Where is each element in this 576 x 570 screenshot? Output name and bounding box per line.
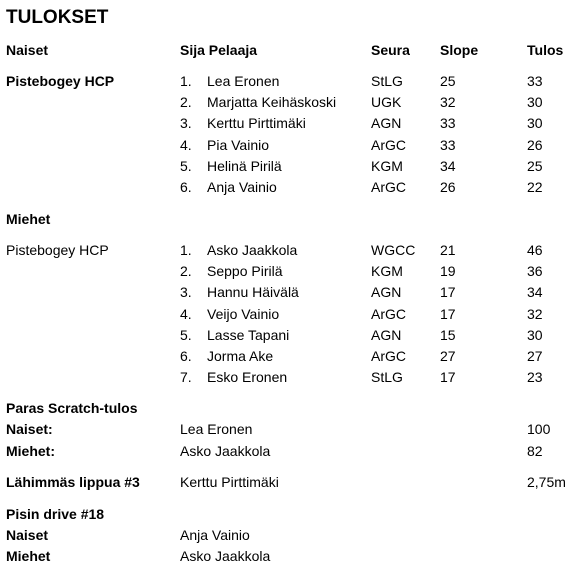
cell-slope: 17: [440, 305, 456, 322]
cell-slope: 15: [440, 326, 456, 343]
header-rank-player: Sija Pelaaja: [180, 42, 258, 58]
cell-result: 26: [527, 136, 543, 153]
cell-player: Jorma Ake: [207, 348, 274, 364]
cell-player: Hannu Häivälä: [207, 284, 299, 301]
closest-label: Lähimmäs lippua #3: [6, 474, 140, 490]
cell-result: 30: [527, 94, 543, 111]
cell-result: 23: [527, 369, 543, 386]
header-result: Tulos: [527, 42, 564, 58]
header-group: Naiset: [6, 42, 49, 58]
scratch-women-player: Lea Eronen: [180, 421, 253, 437]
cell-slope: 21: [440, 242, 456, 258]
page-title: TULOKSET: [6, 7, 109, 28]
cell-slope: 26: [440, 179, 456, 195]
men-category: Pistebogey HCP: [6, 242, 109, 258]
cell-result: 30: [527, 115, 543, 132]
cell-club: UGK: [371, 94, 402, 111]
cell-rank: 6.: [180, 348, 192, 364]
cell-player: Pia Vainio: [207, 136, 270, 153]
header-club: Seura: [371, 42, 410, 58]
cell-club: ArGC: [371, 305, 406, 322]
longest-heading: Pisin drive #18: [6, 506, 105, 522]
women-category: Pistebogey HCP: [6, 73, 115, 89]
cell-rank: 6.: [180, 179, 192, 195]
cell-player: Lea Eronen: [207, 73, 280, 89]
cell-rank: 3.: [180, 284, 192, 301]
cell-club: StLG: [371, 73, 403, 89]
cell-player: Veijo Vainio: [207, 305, 280, 322]
cell-player: Marjatta Keihäskoski: [207, 94, 337, 111]
men-heading: Miehet: [6, 211, 51, 227]
cell-club: AGN: [371, 284, 402, 301]
cell-rank: 2.: [180, 94, 192, 111]
cell-player: Asko Jaakkola: [207, 242, 298, 258]
cell-club: ArGC: [371, 348, 406, 364]
scratch-women-label: Naiset:: [6, 421, 53, 437]
longest-women-label: Naiset: [6, 527, 49, 543]
cell-rank: 7.: [180, 369, 192, 386]
cell-club: StLG: [371, 369, 403, 386]
scratch-heading: Paras Scratch-tulos: [6, 400, 138, 416]
cell-player: Esko Eronen: [207, 369, 288, 386]
cell-rank: 4.: [180, 305, 192, 322]
closest-player: Kerttu Pirttimäki: [180, 474, 279, 490]
cell-rank: 5.: [180, 157, 192, 174]
cell-result: 25: [527, 157, 543, 174]
cell-rank: 3.: [180, 115, 192, 132]
cell-player: Kerttu Pirttimäki: [207, 115, 306, 132]
cell-club: AGN: [371, 326, 402, 343]
cell-slope: 17: [440, 369, 456, 386]
cell-slope: 17: [440, 284, 456, 301]
scratch-women-result: 100: [527, 421, 551, 437]
cell-rank: 1.: [180, 73, 192, 89]
cell-club: WGCC: [371, 242, 416, 258]
longest-men-player: Asko Jaakkola: [180, 548, 271, 564]
closest-result: 2,75m: [527, 474, 566, 490]
cell-slope: 27: [440, 348, 456, 364]
cell-club: KGM: [371, 157, 403, 174]
cell-slope: 33: [440, 115, 456, 132]
cell-result: 46: [527, 242, 543, 258]
cell-slope: 34: [440, 157, 456, 174]
cell-club: KGM: [371, 263, 403, 280]
longest-men-label: Miehet: [6, 548, 51, 564]
cell-player: Lasse Tapani: [207, 326, 290, 343]
cell-result: 27: [527, 348, 543, 364]
cell-rank: 1.: [180, 242, 192, 258]
cell-slope: 32: [440, 94, 456, 111]
cell-club: ArGC: [371, 136, 406, 153]
cell-rank: 2.: [180, 263, 192, 280]
longest-women-player: Anja Vainio: [180, 527, 250, 543]
cell-result: 22: [527, 179, 543, 195]
cell-player: Helinä Pirilä: [207, 157, 282, 174]
scratch-men-label: Miehet:: [6, 443, 55, 459]
cell-result: 34: [527, 284, 543, 301]
cell-club: ArGC: [371, 179, 406, 195]
cell-player: Anja Vainio: [207, 179, 277, 195]
cell-rank: 5.: [180, 326, 192, 343]
cell-result: 32: [527, 305, 543, 322]
cell-club: AGN: [371, 115, 402, 132]
cell-rank: 4.: [180, 136, 192, 153]
cell-player: Seppo Pirilä: [207, 263, 283, 280]
scratch-men-result: 82: [527, 443, 543, 459]
cell-result: 30: [527, 326, 543, 343]
header-slope: Slope: [440, 42, 479, 58]
cell-slope: 19: [440, 263, 456, 280]
scratch-men-player: Asko Jaakkola: [180, 443, 271, 459]
cell-slope: 33: [440, 136, 456, 153]
cell-result: 36: [527, 263, 543, 280]
cell-slope: 25: [440, 73, 456, 89]
cell-result: 33: [527, 73, 543, 89]
